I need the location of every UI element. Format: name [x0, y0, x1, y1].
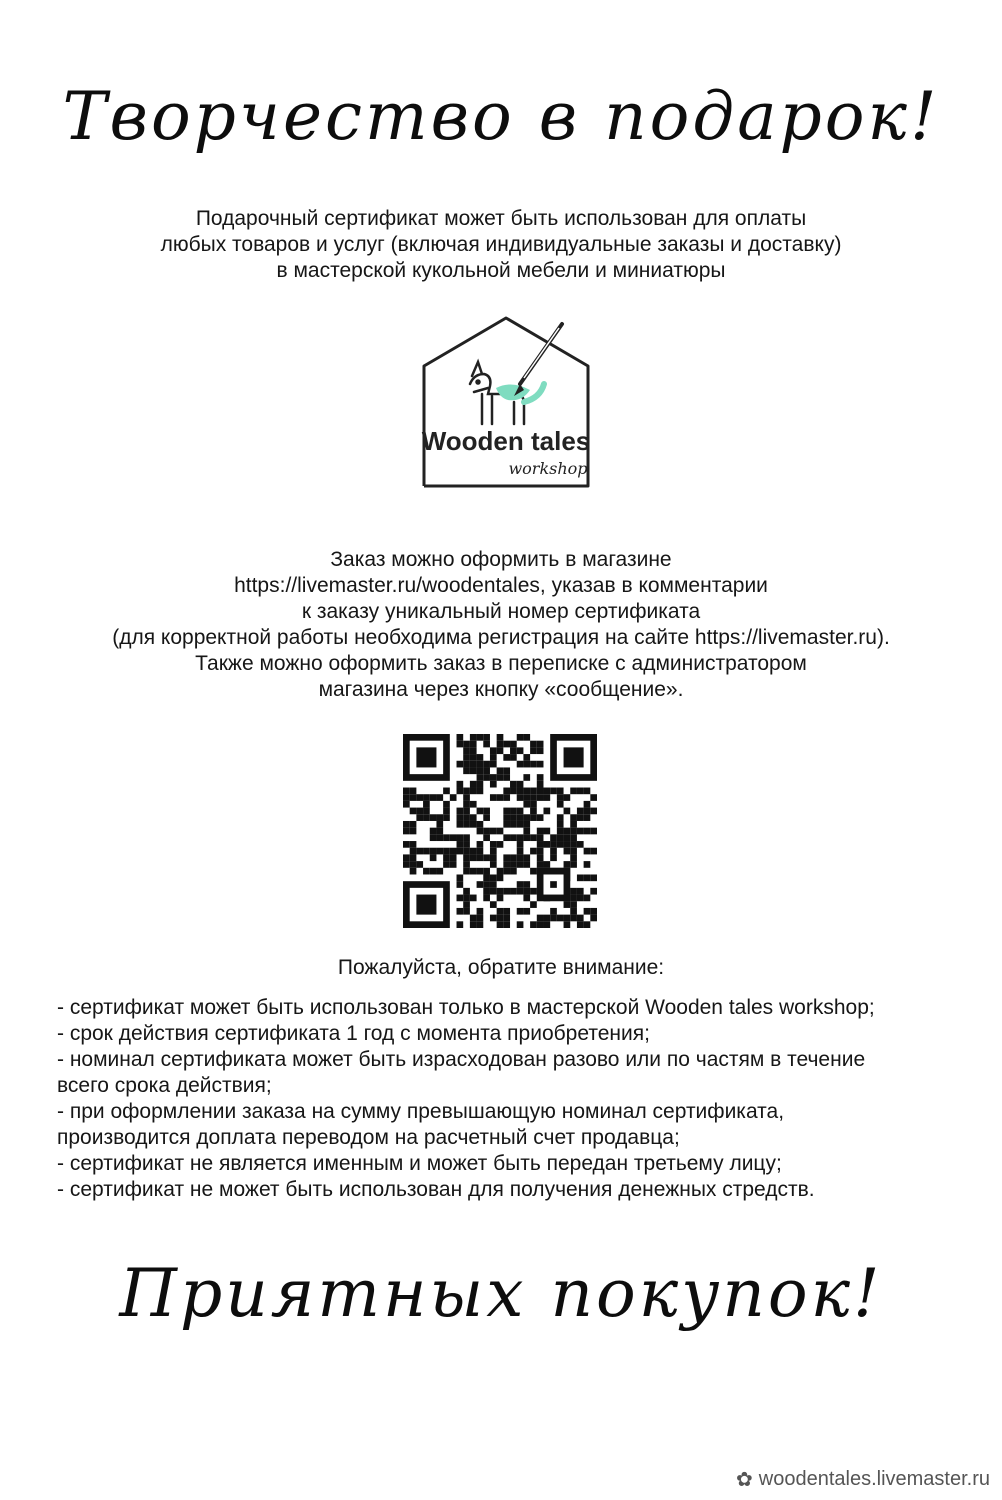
order-line: к заказу уникальный номер сертификата	[301, 600, 701, 623]
watermark-text: woodentales.livemaster.ru	[758, 1468, 990, 1490]
wooden-tales-logo	[412, 314, 600, 492]
order-line: Также можно оформить заказ в переписке с администратором	[195, 652, 807, 675]
intro-paragraph	[0, 206, 1002, 284]
order-paragraph	[0, 547, 1002, 703]
watermark	[736, 1467, 990, 1492]
flower-icon: ✿	[736, 1469, 753, 1491]
order-line: Заказ можно оформить в магазине	[330, 548, 672, 571]
order-line: https://livemaster.ru/woodentales, указав в комментарии	[234, 574, 768, 597]
rule-line: производится доплата переводом на расчетный счет продавца;	[57, 1126, 680, 1149]
rules-list	[57, 995, 987, 1203]
rule-line: - сертификат не является именным и может быть передан третьему лицу;	[57, 1152, 782, 1175]
order-line: (для корректной работы необходима регистрация на сайте https://livemaster.ru).	[112, 626, 890, 649]
rule-line: - номинал сертификата может быть израсходован разово или по частям в течение	[57, 1048, 866, 1071]
rule-line: - сертификат не может быть использован для получения денежных стредств.	[57, 1178, 815, 1201]
rule-line: - при оформлении заказа на сумму превышающую номинал сертификата,	[57, 1100, 785, 1123]
rule-line: - сертификат может быть использован только в мастерской Wooden tales workshop;	[57, 996, 875, 1019]
qr-code-icon	[403, 734, 597, 928]
order-line: магазина через кнопку «сообщение».	[318, 678, 684, 701]
logo-name: Wooden tales	[421, 426, 591, 456]
logo-subtitle: workshop	[508, 459, 588, 478]
intro-line: любых товаров и услуг (включая индивидуальные заказы и доставку)	[160, 233, 842, 256]
rule-line: всего срока действия;	[57, 1074, 272, 1097]
intro-line: в мастерской кукольной мебели и миниатюры	[276, 259, 726, 282]
brush-icon	[514, 324, 562, 396]
closing-text: Приятных покупок!	[119, 1255, 883, 1332]
page-title: Творчество в подарок!	[62, 78, 940, 155]
attention-heading: Пожалуйста, обратите внимание:	[337, 956, 665, 979]
rule-line: - срок действия сертификата 1 год с момента приобретения;	[57, 1022, 650, 1045]
intro-line: Подарочный сертификат может быть использован для оплаты	[195, 207, 807, 230]
